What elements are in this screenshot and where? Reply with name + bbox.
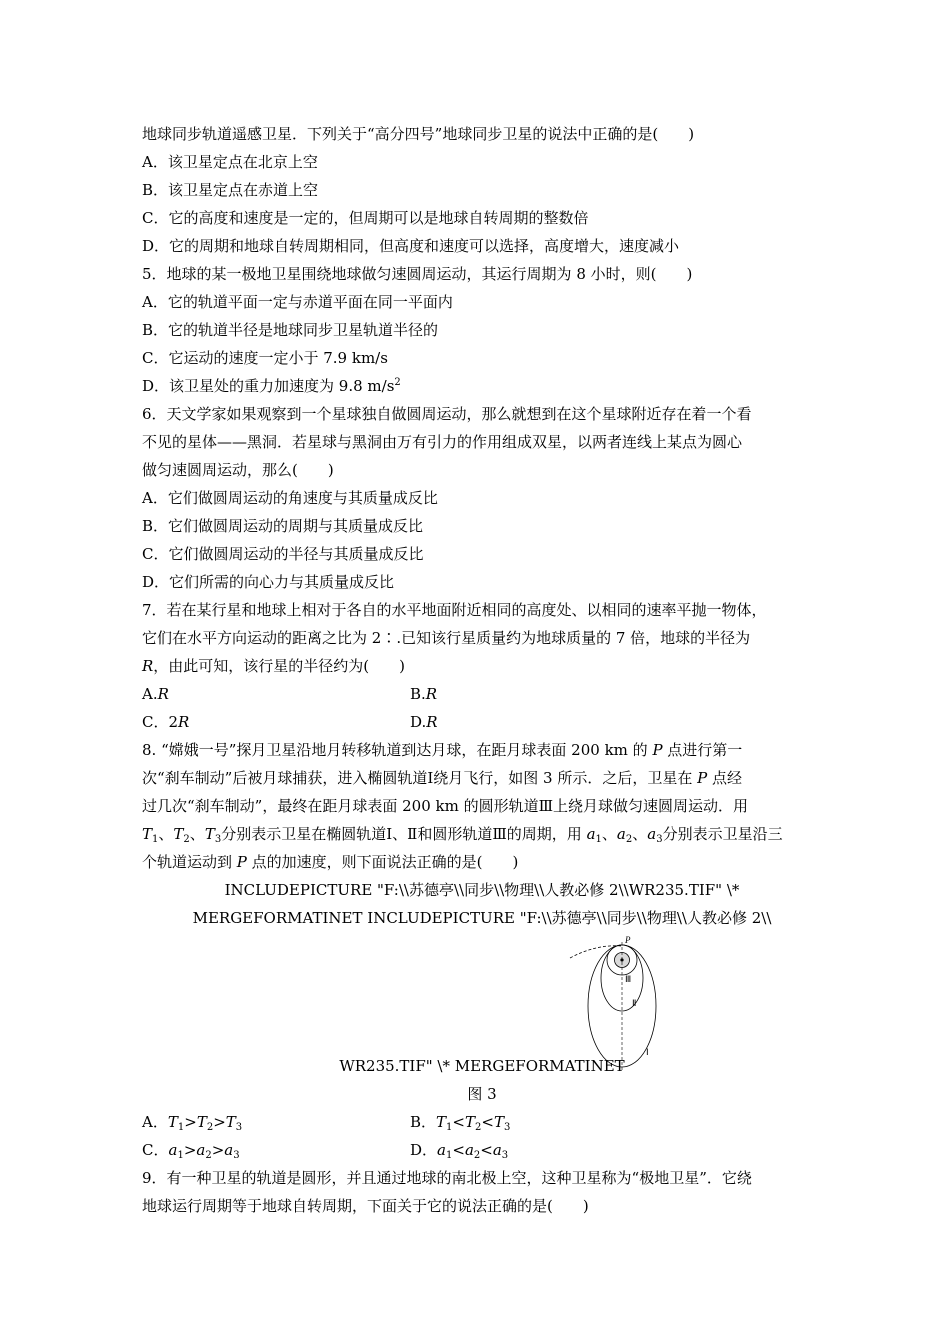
q8-sep: 、 bbox=[601, 825, 617, 843]
q7-var-r: R bbox=[142, 657, 154, 675]
q6-option-a: A．它们做圆周运动的角速度与其质量成反比 bbox=[142, 489, 438, 507]
q8-op: > bbox=[213, 1113, 226, 1131]
q8-var-p: P bbox=[697, 769, 708, 787]
q8-text: 点的加速度，则下面说法正确的是( ) bbox=[246, 853, 519, 871]
q8-op: > bbox=[211, 1141, 225, 1159]
label-i: Ⅰ bbox=[646, 1047, 649, 1057]
q8-sub: 3 bbox=[235, 1122, 243, 1133]
q8-sub: 3 bbox=[214, 834, 222, 845]
q7-stem-line-3 bbox=[142, 652, 822, 680]
q8-var-p: P bbox=[236, 853, 247, 871]
q8-option-b-label: B． bbox=[410, 1113, 437, 1131]
q8-op: > bbox=[184, 1113, 197, 1131]
q8-sub: 2 bbox=[205, 1150, 212, 1161]
label-ii: Ⅱ bbox=[632, 998, 637, 1008]
q8-stem-line-2 bbox=[142, 764, 822, 792]
document-page bbox=[142, 120, 822, 1220]
q6-stem-line-3: 做匀速圆周运动，那么( ) bbox=[142, 461, 334, 479]
q8-option-c-label: C． bbox=[142, 1141, 169, 1159]
q5-option-d-exponent: 2 bbox=[394, 377, 401, 388]
q7-option-a-var: R bbox=[157, 685, 169, 703]
q8-include-field-2: MERGEFORMATINET INCLUDEPICTURE "F:\\苏德亭\\同步\\物理\\人教必修 2\\ bbox=[192, 909, 772, 927]
q8-sub: 3 bbox=[501, 1150, 509, 1161]
q8-op: < bbox=[480, 1141, 493, 1159]
q8-text: 8. “嫦娥一号”探月卫星沿地月转移轨道到达月球，在距月球表面 200 km 的 bbox=[142, 741, 653, 759]
q8-sub: 3 bbox=[656, 834, 663, 845]
q8-sub: 1 bbox=[446, 1122, 453, 1133]
q6-stem-line-1: 6．天文学家如果观察到一个星球独自做圆周运动，那么就想到在这个星球附近存在着一个看 bbox=[142, 405, 752, 423]
q8-sub: 1 bbox=[595, 834, 602, 845]
q9-stem-line-1: 9．有一种卫星的轨道是圆形，并且通过地球的南北极上空，这种卫星称为“极地卫星”．它绕 bbox=[142, 1169, 752, 1187]
q8-var-a: a bbox=[196, 1141, 206, 1159]
q8-option-c bbox=[142, 1136, 410, 1164]
q7-option-b bbox=[410, 680, 710, 708]
q8-op: < bbox=[481, 1113, 494, 1131]
q5-stem: 5．地球的某一极地卫星围绕地球做匀速圆周运动，其运行周期为 8 小时，则( ) bbox=[142, 265, 693, 283]
q8-var-t: T bbox=[493, 1113, 504, 1131]
q8-include-field-1: INCLUDEPICTURE "F:\\苏德亭\\同步\\物理\\人教必修 2\\WR235.TIF" \* bbox=[224, 881, 740, 899]
q4-stem-tail: 地球同步轨道遥感卫星．下列关于“高分四号”地球同步卫星的说法中正确的是( ) bbox=[142, 125, 695, 143]
q8-stem-line-4 bbox=[142, 820, 822, 848]
q8-var-a: a bbox=[492, 1141, 502, 1159]
q8-sep: 、 bbox=[189, 825, 205, 843]
q8-var-t: T bbox=[225, 1113, 236, 1131]
q7-option-d-var: R bbox=[426, 713, 438, 731]
q8-option-a-label: A． bbox=[142, 1113, 168, 1131]
q8-var-a: a bbox=[647, 825, 657, 843]
q7-stem-line-3-text: ，由此可知，该行星的半径约为( ) bbox=[153, 657, 406, 675]
q8-var-t: T bbox=[436, 1113, 447, 1131]
q7-option-b-var: R bbox=[425, 685, 438, 703]
q8-var-t: T bbox=[465, 1113, 476, 1131]
label-iii: Ⅲ bbox=[625, 974, 632, 984]
q4-option-d: D．它的周期和地球自转周期相同，但高度和速度可以选择，高度增大，速度减小 bbox=[142, 237, 680, 255]
q8-sub: 2 bbox=[473, 1150, 481, 1161]
q8-sep: 、 bbox=[632, 825, 648, 843]
q8-sep: 、 bbox=[158, 825, 174, 843]
q8-include-field-3: WR235.TIF" \* MERGEFORMATINET bbox=[339, 1057, 625, 1075]
q8-var-p: P bbox=[652, 741, 663, 759]
q7-option-d bbox=[410, 708, 710, 736]
q8-sub: 2 bbox=[206, 1122, 214, 1133]
q8-sub: 3 bbox=[233, 1150, 240, 1161]
q8-option-d-label: D． bbox=[410, 1141, 438, 1159]
q8-sub: 2 bbox=[625, 834, 633, 845]
q8-var-a: a bbox=[224, 1141, 234, 1159]
q6-option-b: B．它们做圆周运动的周期与其质量成反比 bbox=[142, 517, 424, 535]
q7-options-row-1 bbox=[142, 680, 822, 708]
q7-stem-line-2: 它们在水平方向运动的距离之比为 2∶.已知该行星质量约为地球质量的 7 倍，地球的半径为 bbox=[142, 629, 751, 647]
figure-caption: 图 3 bbox=[467, 1085, 497, 1103]
q8-var-t: T bbox=[196, 1113, 207, 1131]
q8-figure-area bbox=[142, 932, 822, 1080]
q8-sub: 2 bbox=[475, 1122, 482, 1133]
q8-options-row-1 bbox=[142, 1108, 822, 1136]
q8-var-a: a bbox=[616, 825, 626, 843]
q7-option-d-label: D. bbox=[410, 713, 427, 731]
q5-option-a: A．它的轨道平面一定与赤道平面在同一平面内 bbox=[142, 293, 453, 311]
q8-text: 点经 bbox=[707, 769, 742, 787]
q4-option-c: C．它的高度和速度是一定的，但周期可以是地球自转周期的整数倍 bbox=[142, 209, 589, 227]
q8-option-b bbox=[410, 1108, 710, 1136]
q8-sub: 1 bbox=[445, 1150, 453, 1161]
q8-var-a: a bbox=[168, 1141, 178, 1159]
q7-stem-line-1: 7．若在某行星和地球上相对于各自的水平地面附近相同的高度处、以相同的速率平抛一物体， bbox=[142, 601, 767, 619]
q7-options-row-2 bbox=[142, 708, 822, 736]
q8-var-a: a bbox=[464, 1141, 474, 1159]
q8-op: < bbox=[452, 1113, 465, 1131]
q7-option-c bbox=[142, 708, 410, 736]
q6-stem-line-2: 不见的星体——黑洞．若星球与黑洞由万有引力的作用组成双星，以两者连线上某点为圆心 bbox=[142, 433, 743, 451]
q8-var-t: T bbox=[173, 825, 184, 843]
q7-option-a bbox=[142, 680, 410, 708]
q8-text: 个轨道运动到 bbox=[142, 853, 237, 871]
q8-option-a bbox=[142, 1108, 410, 1136]
q5-option-b: B．它的轨道半径是地球同步卫星轨道半径的 bbox=[142, 321, 439, 339]
q5-option-d bbox=[142, 372, 822, 400]
q8-var-t: T bbox=[142, 825, 153, 843]
q8-text: 分别表示卫星沿三 bbox=[662, 825, 783, 843]
q8-sub: 3 bbox=[503, 1122, 511, 1133]
q8-sub: 2 bbox=[183, 834, 190, 845]
q8-sub: 1 bbox=[177, 1122, 185, 1133]
q4-option-b: B．该卫星定点在赤道上空 bbox=[142, 181, 319, 199]
q8-stem-line-3: 过几次“刹车制动”，最终在距月球表面 200 km 的圆形轨道Ⅲ上绕月球做匀速圆周运动．用 bbox=[142, 797, 749, 815]
q8-text: 次“刹车制动”后被月球捕获，进入椭圆轨道Ⅰ绕月飞行，如图 3 所示．之后，卫星在 bbox=[142, 769, 698, 787]
q4-option-a: A．该卫星定点在北京上空 bbox=[142, 153, 318, 171]
q8-stem-line-5 bbox=[142, 848, 822, 876]
q7-option-a-label: A. bbox=[142, 685, 158, 703]
q8-op: < bbox=[452, 1141, 465, 1159]
q8-sub: 1 bbox=[152, 834, 159, 845]
q8-options-row-2 bbox=[142, 1136, 822, 1164]
label-p: P bbox=[625, 935, 631, 945]
q8-op: > bbox=[183, 1141, 197, 1159]
q8-var-a: a bbox=[586, 825, 596, 843]
q8-var-a: a bbox=[437, 1141, 446, 1159]
q5-option-c: C．它运动的速度一定小于 7.9 km/s bbox=[142, 349, 388, 367]
q8-text: 分别表示卫星在椭圆轨道Ⅰ、Ⅱ和圆形轨道Ⅲ的周期，用 bbox=[221, 825, 587, 843]
q8-sub: 1 bbox=[177, 1150, 184, 1161]
q8-var-t: T bbox=[167, 1113, 178, 1131]
q9-stem-line-2: 地球运行周期等于地球自转周期，下面关于它的说法正确的是( ) bbox=[142, 1197, 589, 1215]
q7-option-b-label: B. bbox=[410, 685, 426, 703]
q8-text: 点进行第一 bbox=[662, 741, 743, 759]
q5-option-d-text: D．该卫星处的重力加速度为 9.8 m/s bbox=[142, 377, 395, 395]
q7-option-c-var: R bbox=[178, 713, 190, 731]
q7-option-c-label: C．2 bbox=[142, 713, 179, 731]
q8-option-d bbox=[410, 1136, 710, 1164]
q6-option-c: C．它们做圆周运动的半径与其质量成反比 bbox=[142, 545, 424, 563]
q8-var-t: T bbox=[204, 825, 215, 843]
q6-option-d: D．它们所需的向心力与其质量成反比 bbox=[142, 573, 395, 591]
q8-stem-line-1 bbox=[142, 736, 822, 764]
